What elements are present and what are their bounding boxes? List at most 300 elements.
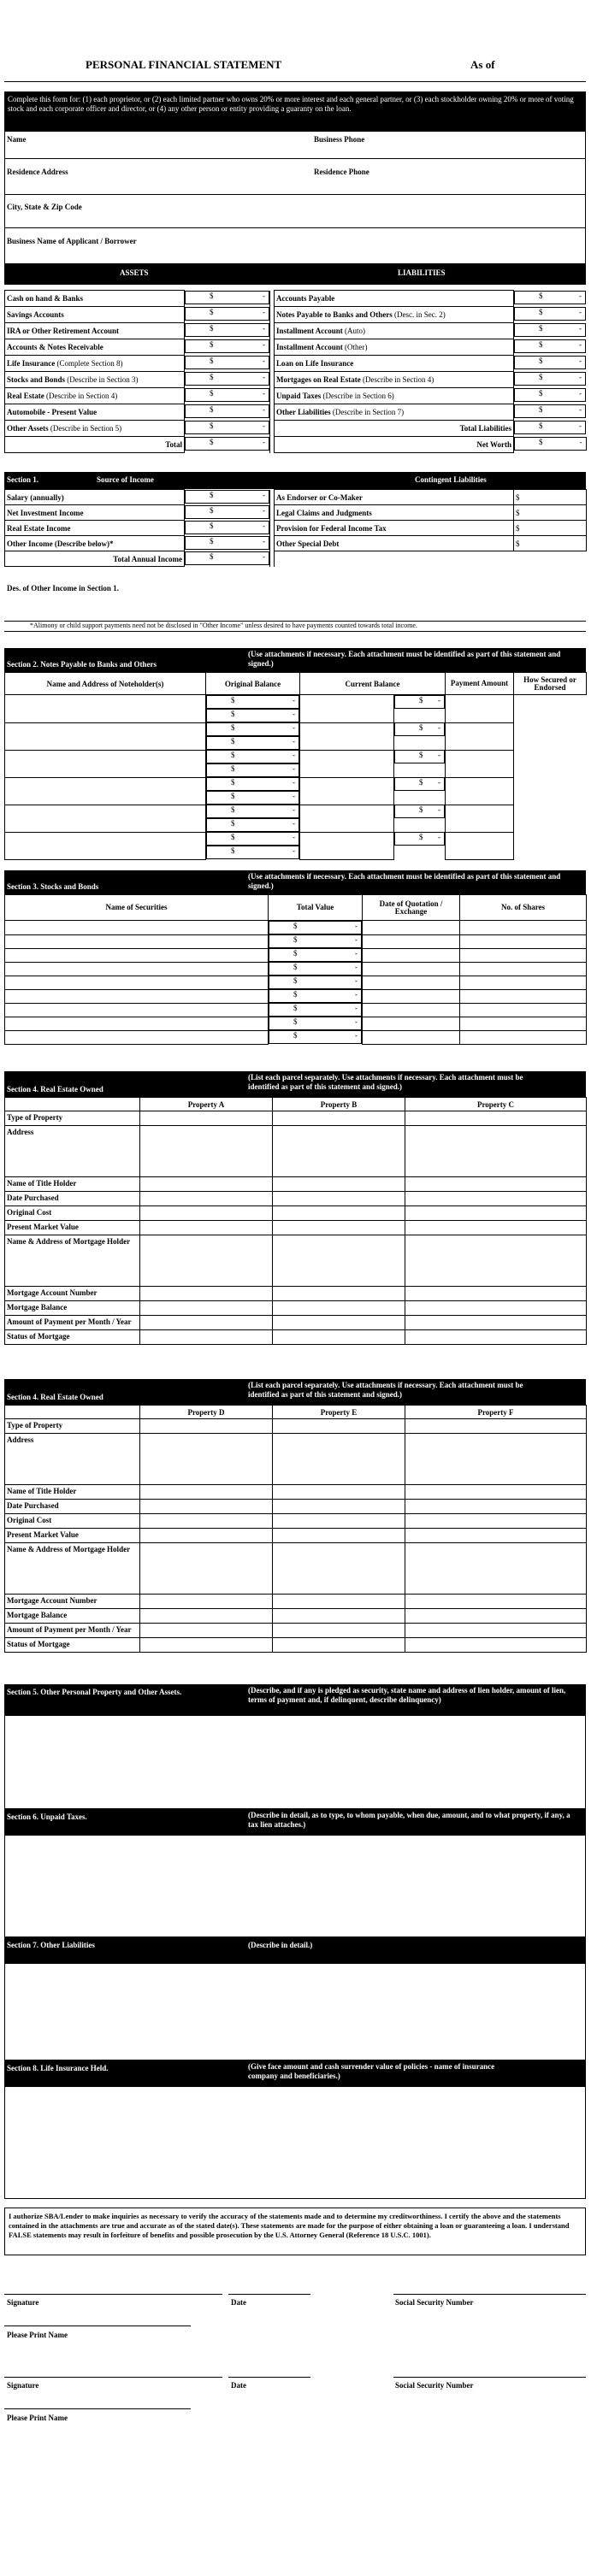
row-label: [275, 372, 514, 388]
section4a-note: (List each parcel separately. Use attachments if necessary. Each attachment must be identified as part of this statement and signed.): [248, 1073, 523, 1091]
dollar-sign: $: [210, 372, 214, 381]
liability-amount[interactable]: [514, 323, 586, 337]
section8-area[interactable]: [4, 2086, 586, 2199]
section5-header: [4, 1684, 586, 1715]
total-annual-income[interactable]: [185, 551, 269, 565]
liability-amount[interactable]: [514, 388, 586, 402]
property-field[interactable]: [273, 1126, 405, 1177]
property-field[interactable]: [405, 1111, 587, 1126]
property-field[interactable]: [273, 1624, 405, 1638]
quotation-date-field[interactable]: [363, 948, 460, 962]
label-text: Other Liabilities: [276, 408, 331, 416]
dollar-sign: $: [293, 976, 298, 985]
property-field[interactable]: [273, 1235, 405, 1287]
dollar-sign: $: [539, 323, 543, 333]
dollar-sign: $: [419, 778, 423, 787]
total-value[interactable]: [269, 948, 362, 962]
property-field[interactable]: [405, 1624, 587, 1638]
section6-area[interactable]: [4, 1835, 586, 1937]
property-field[interactable]: [273, 1595, 405, 1609]
property-field[interactable]: [140, 1192, 273, 1206]
dollar-sign: $: [293, 1017, 298, 1026]
payment-amount[interactable]: [394, 750, 445, 763]
asset-amount[interactable]: [185, 356, 269, 369]
dollar-sign: $: [231, 819, 235, 828]
table-row: [5, 976, 587, 989]
col-header: Payment Amount: [446, 673, 514, 695]
table-row: [5, 490, 587, 505]
header-row: [5, 1406, 587, 1419]
liability-amount[interactable]: [514, 356, 586, 369]
row-label: Address: [5, 1434, 140, 1485]
property-field[interactable]: [273, 1434, 405, 1485]
dollar-sign: $: [539, 339, 543, 349]
dollar-sign: $: [231, 710, 235, 718]
label-text: IRA or Other Retirement Account: [7, 327, 119, 335]
property-field[interactable]: [273, 1638, 405, 1653]
liability-amount[interactable]: [514, 291, 586, 304]
dash: -: [293, 833, 295, 841]
label-note: (Desc. in Sec. 2): [394, 310, 446, 319]
table-row: [5, 1316, 587, 1330]
secured-field[interactable]: [446, 832, 514, 859]
dash: -: [355, 990, 358, 999]
shares-field[interactable]: [460, 948, 587, 962]
signature-label-2: Signature: [7, 2381, 39, 2390]
table-row: [5, 1609, 587, 1624]
property-field[interactable]: [273, 1609, 405, 1624]
dash: -: [579, 421, 582, 430]
secured-field[interactable]: [446, 805, 514, 832]
property-field[interactable]: [140, 1330, 273, 1345]
current-balance[interactable]: [206, 736, 299, 750]
contingent-label: Other Special Debt: [275, 536, 514, 551]
noteholder-field[interactable]: [5, 805, 206, 832]
property-field[interactable]: [405, 1609, 587, 1624]
row-label: Date Purchased: [5, 1500, 140, 1514]
current-balance[interactable]: [206, 791, 299, 805]
as-of-label: As of: [470, 58, 495, 71]
shares-field[interactable]: [460, 976, 587, 989]
property-field[interactable]: [405, 1316, 587, 1330]
label-text: Life Insurance: [7, 359, 56, 368]
noteholder-field[interactable]: [5, 777, 206, 805]
shares-field[interactable]: [460, 1017, 587, 1030]
property-field[interactable]: [405, 1177, 587, 1192]
dollar-sign: $: [210, 521, 214, 530]
table-row: [5, 1030, 587, 1044]
secured-field[interactable]: [446, 722, 514, 750]
dash: -: [355, 963, 358, 971]
section7-area[interactable]: [4, 1963, 586, 2060]
payment-amount[interactable]: [394, 777, 445, 791]
security-name-field[interactable]: [5, 921, 269, 935]
property-field[interactable]: [405, 1192, 587, 1206]
spacer: [300, 722, 394, 750]
shares-field[interactable]: [460, 1030, 587, 1044]
total-value[interactable]: [269, 934, 362, 948]
total-value[interactable]: [269, 962, 362, 976]
table-row: [5, 750, 587, 777]
property-field[interactable]: [405, 1301, 587, 1316]
section4b-grid: [4, 1405, 586, 1670]
dollar-sign: $: [210, 437, 214, 446]
table-row: [5, 1235, 587, 1287]
property-field[interactable]: [273, 1192, 405, 1206]
asset-amount[interactable]: [185, 421, 269, 434]
dollar-sign: $: [210, 490, 214, 499]
property-field[interactable]: [273, 1206, 405, 1221]
dash: -: [263, 291, 265, 300]
property-field[interactable]: [405, 1126, 587, 1177]
dollar-sign: $: [419, 723, 423, 732]
property-field[interactable]: [140, 1595, 273, 1609]
section7-header: [4, 1937, 586, 1963]
section2-title: Section 2. Notes Payable to Banks and Others: [7, 660, 157, 669]
dollar-sign: $: [539, 404, 543, 414]
asset-amount[interactable]: [185, 404, 269, 418]
security-name-field[interactable]: [5, 962, 269, 976]
security-name-field[interactable]: [5, 976, 269, 989]
total-label: Total: [5, 437, 185, 453]
net-worth-amount[interactable]: [514, 437, 587, 451]
property-field[interactable]: [405, 1206, 587, 1221]
row-label: [5, 307, 185, 323]
quotation-date-field[interactable]: [363, 921, 460, 935]
label-note: (Describe in Section 3): [67, 375, 139, 384]
property-field[interactable]: [140, 1514, 273, 1529]
original-balance[interactable]: [206, 695, 299, 709]
date-line: [228, 2294, 310, 2295]
property-field[interactable]: [140, 1543, 273, 1595]
liability-amount[interactable]: [514, 404, 586, 418]
noteholder-field[interactable]: [5, 750, 206, 777]
liabilities-title: LIABILITIES: [398, 268, 446, 277]
original-balance[interactable]: [206, 750, 299, 763]
original-balance[interactable]: [206, 722, 299, 736]
property-field[interactable]: [405, 1434, 587, 1485]
property-field[interactable]: [405, 1235, 587, 1287]
property-field[interactable]: [273, 1485, 405, 1500]
dollar-sign: $: [231, 846, 235, 855]
property-field[interactable]: [140, 1419, 273, 1434]
current-balance[interactable]: [206, 709, 299, 722]
property-field[interactable]: [273, 1316, 405, 1330]
total-value[interactable]: [269, 1003, 362, 1017]
original-balance[interactable]: [206, 777, 299, 791]
property-field[interactable]: [140, 1316, 273, 1330]
dollar-sign: $: [210, 356, 214, 365]
total-value[interactable]: [269, 989, 362, 1003]
payment-amount[interactable]: [394, 832, 445, 846]
total-value[interactable]: [269, 976, 362, 989]
dash: -: [293, 710, 295, 718]
header-row: [5, 895, 587, 921]
property-header: Property D: [140, 1406, 273, 1419]
property-field[interactable]: [140, 1206, 273, 1221]
property-field[interactable]: [273, 1419, 405, 1434]
property-field[interactable]: [273, 1514, 405, 1529]
property-header: Property B: [273, 1098, 405, 1111]
quotation-date-field[interactable]: [363, 962, 460, 976]
property-field[interactable]: [273, 1529, 405, 1543]
label-text: Notes Payable to Banks and Others: [276, 310, 393, 319]
dash: -: [293, 696, 295, 704]
property-field[interactable]: [140, 1126, 273, 1177]
dash: -: [438, 751, 441, 759]
liability-amount[interactable]: [514, 339, 586, 353]
label-text: Installment Account: [276, 327, 343, 335]
shares-field[interactable]: [460, 1003, 587, 1017]
property-field[interactable]: [273, 1500, 405, 1514]
property-field[interactable]: [140, 1301, 273, 1316]
asset-amount[interactable]: [185, 372, 269, 386]
dash: -: [438, 696, 441, 704]
row-label: Type of Property: [5, 1111, 140, 1126]
label-text: Loan on Life Insurance: [276, 359, 354, 368]
spacer: [300, 695, 394, 723]
table-row: [5, 1221, 587, 1235]
property-field[interactable]: [405, 1500, 587, 1514]
authorization-text: I authorize SBA/Lender to make inquiries as necessary to verify the accuracy of the statements made and to determine my creditworthiness. I certify the above and the statements contained in the attachments are true and accurate as of the stated date(s). These statements are made for the purpose of either obtaining a loan or guaranteeing a loan. I understand FALSE statements may result in forfeiture of benefits and possible prosecution by the U.S. Attorney General (Reference 18 U.S.C. 1001).: [9, 2212, 570, 2239]
original-balance[interactable]: [206, 832, 299, 846]
dash: -: [263, 490, 265, 499]
dollar-sign: $: [539, 356, 543, 365]
noteholder-field[interactable]: [5, 695, 206, 723]
ssn-line: [393, 2294, 586, 2295]
section3-note: (Use attachments if necessary. Each attachment must be identified as part of this statement and signed.): [248, 872, 561, 890]
property-field[interactable]: [140, 1485, 273, 1500]
property-field[interactable]: [140, 1500, 273, 1514]
asset-amount[interactable]: [185, 307, 269, 321]
contingent-amount[interactable]: [514, 521, 587, 536]
security-name-field[interactable]: [5, 1017, 269, 1030]
current-balance[interactable]: [206, 763, 299, 777]
spacer: [300, 805, 394, 832]
income-amount[interactable]: [185, 505, 269, 519]
current-balance[interactable]: [206, 846, 299, 859]
property-field[interactable]: [140, 1287, 273, 1301]
dollar-sign: $: [539, 437, 543, 446]
table-row: [5, 437, 587, 453]
property-field[interactable]: [405, 1543, 587, 1595]
table-row: [5, 536, 587, 551]
asset-amount[interactable]: [185, 388, 269, 402]
assets-liabilities-grid: [4, 290, 586, 452]
income-amount[interactable]: [185, 521, 269, 534]
quotation-date-field[interactable]: [363, 1030, 460, 1044]
table-row: [5, 291, 587, 307]
label-text: Accounts Payable: [276, 294, 335, 303]
property-field[interactable]: [273, 1177, 405, 1192]
total-value[interactable]: [269, 921, 362, 934]
label-text: Stocks and Bonds: [7, 375, 66, 384]
dollar-sign: $: [210, 291, 214, 300]
row-label: [275, 388, 514, 404]
quotation-date-field[interactable]: [363, 976, 460, 989]
income-amount[interactable]: [185, 490, 269, 504]
payment-amount[interactable]: [394, 695, 445, 709]
property-field[interactable]: [405, 1419, 587, 1434]
dash: -: [293, 737, 295, 746]
dash: -: [579, 356, 582, 365]
quotation-date-field[interactable]: [363, 934, 460, 948]
quotation-date-field[interactable]: [363, 1003, 460, 1017]
dash: -: [263, 372, 265, 381]
empty: [5, 1098, 140, 1111]
security-name-field[interactable]: [5, 948, 269, 962]
table-row: [5, 948, 587, 962]
property-field[interactable]: [405, 1221, 587, 1235]
property-field[interactable]: [405, 1287, 587, 1301]
dollar-sign: $: [210, 421, 214, 430]
col-header: Original Balance: [206, 673, 300, 695]
security-name-field[interactable]: [5, 989, 269, 1003]
row-label: Date Purchased: [5, 1192, 140, 1206]
dollar-sign: $: [293, 949, 298, 958]
property-field[interactable]: [140, 1529, 273, 1543]
property-field[interactable]: [405, 1485, 587, 1500]
table-row: [5, 505, 587, 521]
property-field[interactable]: [405, 1330, 587, 1345]
net-worth-label: Net Worth: [275, 437, 514, 453]
dash: -: [263, 521, 265, 530]
col-header: No. of Shares: [460, 895, 587, 921]
shares-field[interactable]: [460, 962, 587, 976]
table-row: [5, 1192, 587, 1206]
dollar-sign: $: [419, 833, 423, 841]
quotation-date-field[interactable]: [363, 989, 460, 1003]
col-header: Name of Securities: [5, 895, 269, 921]
secured-field[interactable]: [446, 695, 514, 723]
dollar-sign: $: [293, 990, 298, 999]
total-assets-amount[interactable]: [185, 437, 269, 451]
dollar-sign: $: [210, 551, 214, 561]
table-row: [5, 1330, 587, 1345]
shares-field[interactable]: [460, 921, 587, 935]
total-liabilities-amount[interactable]: [514, 421, 586, 434]
dash: -: [263, 404, 265, 414]
row-label: Amount of Payment per Month / Year: [5, 1316, 140, 1330]
property-field[interactable]: [273, 1111, 405, 1126]
property-field[interactable]: [273, 1543, 405, 1595]
property-field[interactable]: [405, 1514, 587, 1529]
dollar-sign: $: [516, 508, 520, 517]
header-row: [5, 1098, 587, 1111]
original-balance[interactable]: [206, 805, 299, 818]
real-estate-table: [4, 1405, 587, 1653]
noteholder-field[interactable]: [5, 832, 206, 859]
section2-note: (Use attachments if necessary. Each attachment must be identified as part of this statement and signed.): [248, 650, 561, 668]
property-field[interactable]: [140, 1221, 273, 1235]
income-label: Other Income (Describe below)*: [5, 536, 185, 551]
dash: -: [579, 437, 582, 446]
divider: [4, 158, 586, 159]
property-field[interactable]: [273, 1301, 405, 1316]
liability-amount[interactable]: [514, 372, 586, 386]
section7-title: Section 7. Other Liabilities: [7, 1941, 95, 1949]
contingent-label: As Endorser or Co-Maker: [275, 490, 514, 505]
security-name-field[interactable]: [5, 934, 269, 948]
payment-amount[interactable]: [394, 722, 445, 736]
total-liabilities-label: Total Liabilities: [275, 421, 514, 437]
section6-title: Section 6. Unpaid Taxes.: [7, 1813, 87, 1821]
income-amount[interactable]: [185, 536, 269, 550]
property-field[interactable]: [140, 1111, 273, 1126]
row-label: [5, 388, 185, 404]
property-field[interactable]: [273, 1287, 405, 1301]
property-field[interactable]: [140, 1434, 273, 1485]
shares-field[interactable]: [460, 989, 587, 1003]
secured-field[interactable]: [446, 777, 514, 805]
label-text: Savings Accounts: [7, 310, 64, 319]
secured-field[interactable]: [446, 750, 514, 777]
asset-amount[interactable]: [185, 291, 269, 304]
dash: -: [438, 723, 441, 732]
noteholder-field[interactable]: [5, 722, 206, 750]
asset-amount[interactable]: [185, 339, 269, 353]
property-field[interactable]: [273, 1221, 405, 1235]
total-value[interactable]: [269, 1030, 362, 1044]
ssn-line: [393, 2377, 586, 2378]
dash: -: [293, 751, 295, 759]
security-name-field[interactable]: [5, 1003, 269, 1017]
label-text: Unpaid Taxes: [276, 392, 322, 400]
property-field[interactable]: [140, 1235, 273, 1287]
contingent-amount[interactable]: [514, 536, 587, 551]
section5-title: Section 5. Other Personal Property and Other Assets.: [7, 1688, 182, 1696]
payment-amount[interactable]: [394, 805, 445, 818]
print-name-line: [4, 2325, 191, 2326]
property-field[interactable]: [273, 1330, 405, 1345]
contingent-amount[interactable]: [514, 490, 587, 505]
shares-field[interactable]: [460, 934, 587, 948]
empty: [514, 551, 587, 567]
divider: [4, 81, 586, 82]
liability-amount[interactable]: [514, 307, 586, 321]
current-balance[interactable]: [206, 818, 299, 832]
total-value[interactable]: [269, 1017, 362, 1030]
dollar-sign: $: [539, 388, 543, 398]
property-field[interactable]: [405, 1638, 587, 1653]
dash: -: [263, 307, 265, 316]
source-of-income-title: Source of Income: [97, 475, 154, 484]
row-label: Mortgage Account Number: [5, 1287, 140, 1301]
col-header: Name and Address of Noteholder(s): [5, 673, 206, 695]
row-label: Status of Mortgage: [5, 1330, 140, 1345]
contingent-amount[interactable]: [514, 505, 587, 521]
property-field[interactable]: [140, 1638, 273, 1653]
table-row: [5, 1514, 587, 1529]
city-label: City, State & Zip Code: [7, 203, 82, 211]
dash: -: [579, 404, 582, 414]
table-row: [5, 1500, 587, 1514]
property-field[interactable]: [140, 1624, 273, 1638]
authorization-box: [4, 2208, 586, 2255]
property-field[interactable]: [405, 1529, 587, 1543]
asset-amount[interactable]: [185, 323, 269, 337]
property-field[interactable]: [140, 1609, 273, 1624]
property-field[interactable]: [140, 1177, 273, 1192]
property-field[interactable]: [405, 1595, 587, 1609]
label-note: (Describe in Section 7): [332, 408, 405, 416]
section5-area[interactable]: [4, 1715, 586, 1809]
quotation-date-field[interactable]: [363, 1017, 460, 1030]
label-note: (Describe in Section 5): [50, 424, 122, 433]
dollar-sign: $: [293, 963, 298, 971]
dollar-sign: $: [539, 307, 543, 316]
security-name-field[interactable]: [5, 1030, 269, 1044]
